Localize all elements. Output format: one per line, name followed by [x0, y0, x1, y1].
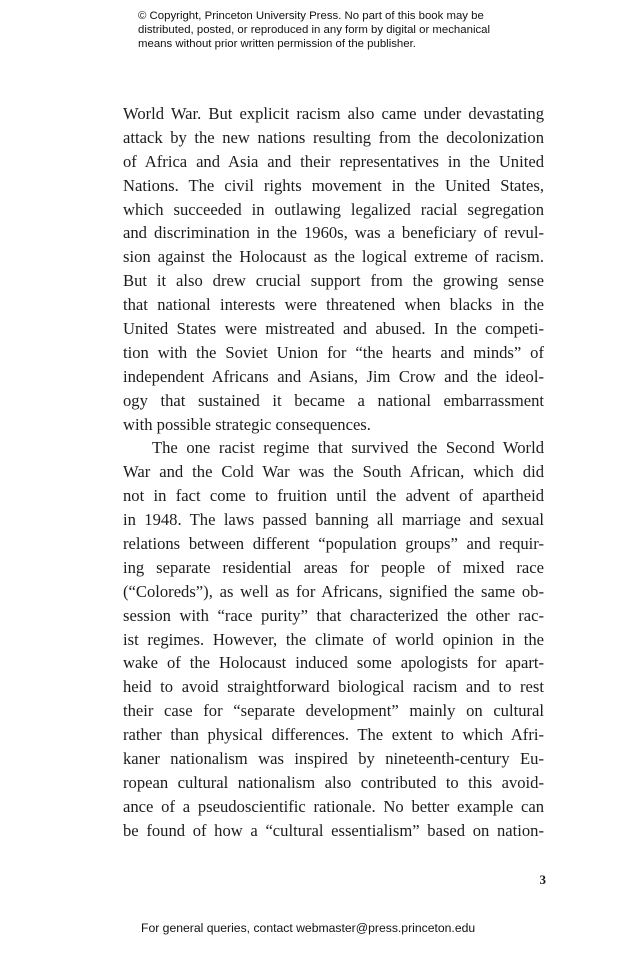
text-line: World War. But explicit racism also came under devastating: [123, 104, 544, 123]
copyright-notice: [138, 9, 558, 52]
text-line: War and the Cold War was the South African, which did: [123, 462, 544, 482]
text-line: that national interests were threatened when blacks in the: [123, 295, 544, 315]
text-line: ing separate residential areas for people of mixed race: [123, 557, 544, 577]
text-line: (“Coloreds”), as well as for Africans, signified the same ob-: [123, 581, 544, 601]
text-line: wake of the Holocaust induced some apologists for apart-: [123, 653, 544, 673]
text-line: rather than physical differences. The extent to which Afri-: [123, 725, 544, 745]
text-line: in 1948. The laws passed banning all marriage and sexual: [123, 510, 544, 530]
page-number: 3: [539, 872, 546, 887]
text-line: not in fact come to fruition until the advent of apartheid: [123, 486, 544, 506]
text-line: relations between different “population groups” and requir-: [123, 534, 544, 554]
text-line: ogy that sustained it became a national embarrassment: [123, 390, 544, 410]
copyright-line: distributed, posted, or reproduced in any form by digital or mechanical: [138, 24, 491, 37]
copyright-line: means without prior written permission of the publisher.: [138, 38, 416, 51]
text-line: ist regimes. However, the climate of world opinion in the: [123, 629, 544, 649]
text-line: ance of a pseudoscientific rationale. No better example can: [123, 796, 544, 816]
text-line: of Africa and Asia and their representatives in the United: [123, 151, 544, 171]
text-line: which succeeded in outlawing legalized racial segregation: [123, 199, 544, 219]
text-line: and discrimination in the 1960s, was a beneficiary of revul-: [123, 223, 544, 243]
body-text: [123, 102, 544, 843]
text-line: United States were mistreated and abused. In the competi-: [123, 319, 544, 339]
text-line: ropean cultural nationalism also contributed to this avoid-: [123, 772, 544, 792]
text-line: kaner nationalism was inspired by nineteenth-century Eu-: [123, 749, 544, 769]
text-line: Nations. The civil rights movement in the United States,: [123, 175, 544, 195]
copyright-line: © Copyright, Princeton University Press. No part of this book may be: [138, 10, 484, 22]
text-line: with possible strategic consequences.: [123, 414, 371, 434]
text-line: tion with the Soviet Union for “the hearts and minds” of: [123, 342, 544, 362]
text-line: their case for “separate development” mainly on cultural: [123, 701, 544, 721]
text-line: heid to avoid straightforward biological racism and to rest: [123, 677, 544, 697]
text-line: session with “race purity” that characterized the other rac-: [123, 605, 544, 625]
text-line: be found of how a “cultural essentialism” based on nation-: [123, 820, 544, 840]
text-line: sion against the Holocaust as the logical extreme of racism.: [123, 247, 544, 267]
footer-contact: For general queries, contact webmaster@press.princeton.edu: [141, 921, 476, 935]
text-line: attack by the new nations resulting from the decolonization: [123, 127, 544, 147]
text-line: The one racist regime that survived the Second World: [152, 438, 544, 458]
text-line: independent Africans and Asians, Jim Crow and the ideol-: [123, 366, 544, 386]
text-line: But it also drew crucial support from the growing sense: [123, 271, 544, 291]
